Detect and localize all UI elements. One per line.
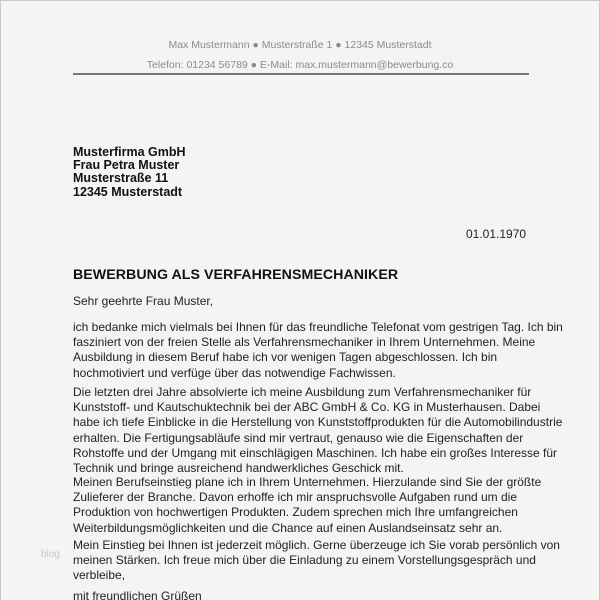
recipient-company: Musterfirma GmbH [73, 145, 186, 159]
paragraph-line: Die letzten drei Jahre absolvierte ich meine Ausbildung zum Verfahrensmechaniker für [73, 385, 532, 399]
paragraph-line: erhalten. Die Fertigungsabläufe sind mir vertraut, genauso wie die Eigenschaften der [73, 430, 524, 445]
paragraph-line: Produktion von hochwertigen Produkten. Zudem sprechen mich Ihre umfangreichen [73, 505, 518, 520]
paragraph-line: fasziniert von der freien Stelle als Verfahrensmechaniker in Ihrem Unternehmen. Meine [73, 335, 536, 350]
paragraph-line: Weiterbildungsmöglichkeiten und die Chance auf einen Auslandseinsatz sehr an. [73, 520, 503, 535]
recipient-city: 12345 Musterstadt [73, 184, 183, 199]
paragraph-line: hochmotiviert und verfüge über das notwendige Fachwissen. [73, 365, 396, 380]
recipient-street: Musterstraße 11 [73, 171, 169, 186]
paragraph-line: ich bedanke mich vielmals bei Ihnen für das freundliche Telefonat vom gestrigen Tag. Ich bin [73, 320, 563, 334]
letter-date: 01.01.1970 [466, 227, 527, 241]
recipient-address [73, 146, 186, 199]
paragraph-line: habe ich tiefe Einblicke in die Herstellung von Kunststoffprodukten für die Automobilindustrie [73, 415, 563, 430]
letter-subject: BEWERBUNG ALS VERFAHRENSMECHANIKER [73, 267, 399, 283]
recipient-name: Frau Petra Muster [73, 158, 180, 173]
salutation: Sehr geehrte Frau Muster, [73, 294, 214, 308]
sender-contact-line: Telefon: 01234 56789 ● E-Mail: max.mustermann@bewerbung.co [146, 59, 454, 71]
closing-greeting: mit freundlichen Grüßen [73, 589, 202, 600]
body-paragraph-3 [73, 475, 543, 536]
watermark-text: blog [41, 549, 60, 560]
paragraph-line: Mein Einstieg bei Ihnen ist jederzeit möglich. Gerne überzeuge ich Sie vorab persönlich von [73, 538, 560, 552]
paragraph-line: Ausbildung in diesem Beruf habe ich vor wenigen Tagen abgeschlossen. Ich bin [73, 350, 498, 365]
paragraph-line: Kunststoff- und Kautschuktechnik bei der ABC GmbH & Co. KG in Musterhausen. Dabei [73, 400, 541, 415]
paragraph-line: meinen Stärken. Ich freue mich über die Einladung zu einem Vorstellungsgespräch und [73, 553, 536, 568]
sender-header [1, 35, 599, 75]
paragraph-line: verbleibe, [73, 568, 126, 583]
paragraph-line: Technik und bringe ausreichend handwerkliches Geschick mit. [73, 461, 404, 476]
sender-address-line: Max Mustermann ● Musterstraße 1 ● 12345 Musterstadt [168, 39, 432, 51]
header-divider [73, 73, 529, 75]
body-paragraph-1 [73, 320, 563, 381]
paragraph-line: Rohstoffe und der Umgang mit einschlägigen Maschinen. Ich habe ein großes Interesse für [73, 445, 558, 460]
paragraph-line: Zulieferer der Branche. Davon erhoffe ich mir anspruchsvolle Aufgaben rund um die [73, 490, 518, 505]
paragraph-line: Meinen Berufseinstieg plane ich in Ihrem Unternehmen. Hierzulande sind Sie der größte [73, 475, 542, 489]
body-paragraph-4 [73, 538, 560, 584]
body-paragraph-2 [73, 385, 563, 476]
